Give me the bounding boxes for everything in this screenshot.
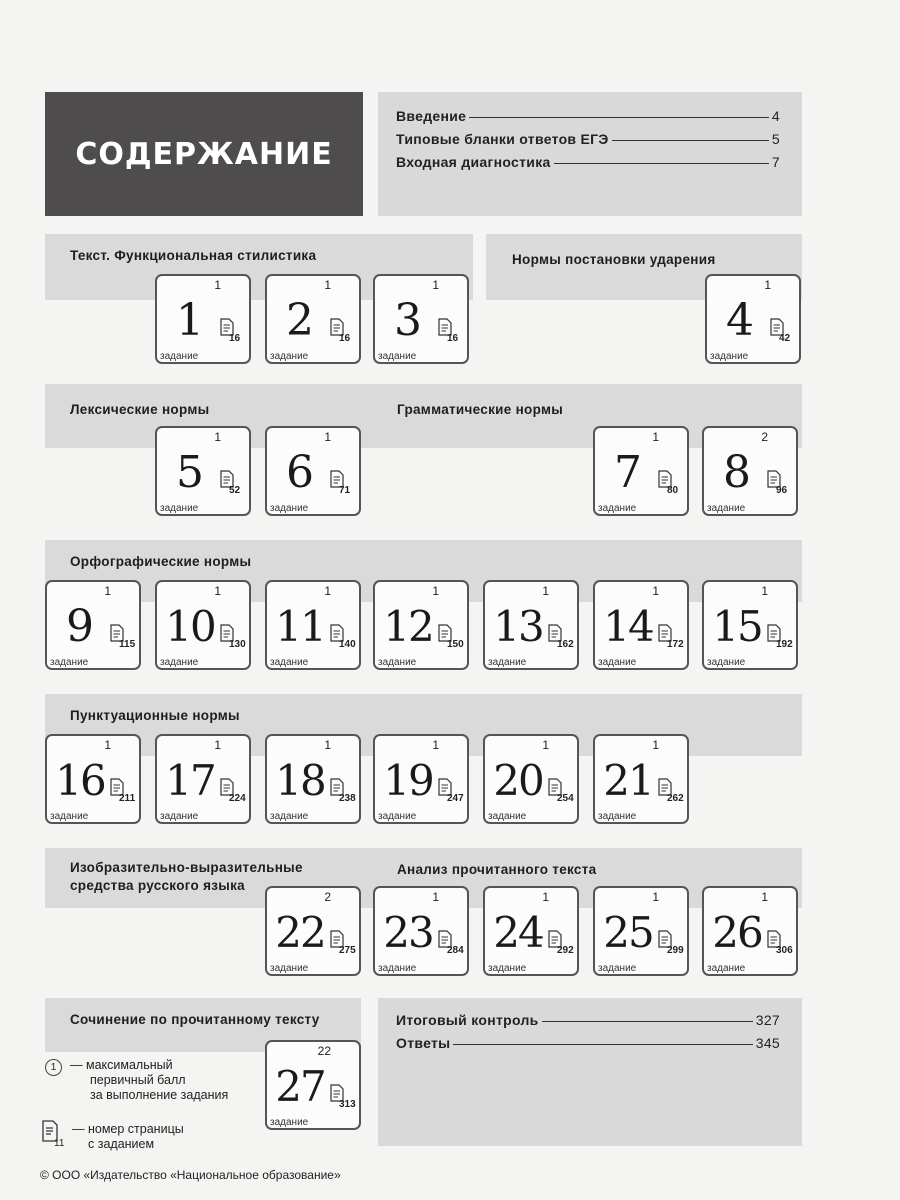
task-card-2[interactable]	[265, 274, 361, 364]
task-label: задание	[160, 503, 199, 514]
task-number: 7	[614, 447, 642, 498]
toc-label: Ответы	[396, 1035, 451, 1051]
max-points: 1	[432, 890, 439, 904]
task-card-18[interactable]	[265, 734, 361, 824]
task-label: задание	[707, 963, 746, 974]
toc-page: 7	[771, 154, 780, 170]
legend-page-text	[72, 1122, 184, 1152]
task-number: 25	[603, 908, 653, 957]
task-card-25[interactable]	[593, 886, 689, 976]
max-points: 2	[761, 430, 768, 444]
task-number: 24	[493, 908, 543, 957]
task-card-10[interactable]	[155, 580, 251, 670]
task-card-15[interactable]	[702, 580, 798, 670]
task-label: задание	[598, 811, 637, 822]
task-label: задание	[488, 963, 527, 974]
max-points: 22	[317, 1044, 331, 1058]
task-card-8[interactable]	[702, 426, 798, 516]
legend-line: — максимальный	[70, 1058, 173, 1072]
task-label: задание	[598, 657, 637, 668]
max-points: 1	[652, 430, 659, 444]
copyright-footer: © ООО «Издательство «Национальное образование»	[40, 1168, 341, 1182]
task-card-27[interactable]	[265, 1040, 361, 1130]
toc-page: 327	[755, 1012, 780, 1028]
legend-points-icon: 1	[45, 1059, 62, 1076]
max-points: 1	[324, 584, 331, 598]
legend-line: с заданием	[88, 1137, 155, 1151]
max-points: 1	[652, 584, 659, 598]
task-label: задание	[160, 351, 199, 362]
toc-leader	[542, 1021, 753, 1022]
task-number: 9	[66, 601, 94, 652]
task-label: задание	[378, 351, 417, 362]
task-number: 16	[55, 756, 105, 805]
task-card-1[interactable]	[155, 274, 251, 364]
task-page-number: 96	[776, 485, 788, 496]
max-points: 1	[214, 430, 221, 444]
legend-line: — номер страницы	[72, 1122, 184, 1136]
task-label: задание	[270, 1117, 309, 1128]
task-page-number: 192	[776, 639, 793, 650]
task-number: 1	[176, 295, 204, 346]
task-number: 5	[176, 447, 204, 498]
task-card-13[interactable]	[483, 580, 579, 670]
max-points: 1	[652, 738, 659, 752]
task-page-number: 162	[557, 639, 574, 650]
section-title-lexical: Лексические нормы	[70, 402, 210, 417]
task-page-number: 247	[447, 793, 464, 804]
task-number: 23	[383, 908, 433, 957]
task-page-number: 262	[667, 793, 684, 804]
task-card-17[interactable]	[155, 734, 251, 824]
task-label: задание	[270, 657, 309, 668]
task-number: 14	[603, 602, 653, 651]
task-page-number: 16	[229, 333, 241, 344]
max-points: 1	[432, 278, 439, 292]
contents-title-box	[45, 92, 363, 216]
max-points: 1	[652, 890, 659, 904]
task-page-number: 299	[667, 945, 684, 956]
task-label: задание	[488, 811, 527, 822]
section-title-analysis: Анализ прочитанного текста	[397, 862, 597, 877]
task-page-number: 172	[667, 639, 684, 650]
max-points: 1	[542, 890, 549, 904]
max-points: 1	[104, 738, 111, 752]
toc-label: Входная диагностика	[396, 154, 551, 170]
task-label: задание	[707, 657, 746, 668]
task-page-number: 16	[447, 333, 459, 344]
task-page-number: 313	[339, 1099, 356, 1110]
legend-line: первичный балл	[90, 1073, 186, 1087]
task-label: задание	[270, 351, 309, 362]
task-label: задание	[488, 657, 527, 668]
task-card-19[interactable]	[373, 734, 469, 824]
section-title-stress: Нормы постановки ударения	[512, 252, 716, 267]
task-label: задание	[598, 503, 637, 514]
toc-entry-final-control[interactable]	[396, 1012, 780, 1035]
task-number: 20	[493, 756, 543, 805]
toc-page: 4	[771, 108, 780, 124]
toc-label: Введение	[396, 108, 467, 124]
task-number: 15	[712, 602, 762, 651]
max-points: 1	[104, 584, 111, 598]
max-points: 1	[214, 738, 221, 752]
task-card-11[interactable]	[265, 580, 361, 670]
task-page-number: 150	[447, 639, 464, 650]
toc-entry-intro[interactable]	[396, 108, 780, 131]
task-number: 6	[286, 447, 314, 498]
toc-entry-diagnostics[interactable]	[396, 154, 780, 177]
task-number: 8	[723, 447, 751, 498]
task-page-number: 115	[119, 639, 136, 650]
task-card-5[interactable]	[155, 426, 251, 516]
max-points: 1	[324, 430, 331, 444]
section-title-punctuation: Пунктуационные нормы	[70, 708, 240, 723]
task-label: задание	[50, 657, 89, 668]
task-card-21[interactable]	[593, 734, 689, 824]
task-page-number: 80	[667, 485, 679, 496]
task-page-number: 140	[339, 639, 356, 650]
task-page-number: 52	[229, 485, 241, 496]
max-points: 1	[542, 738, 549, 752]
max-points: 1	[214, 584, 221, 598]
task-number: 17	[165, 756, 215, 805]
toc-label: Типовые бланки ответов ЕГЭ	[396, 131, 609, 147]
task-page-number: 224	[229, 793, 246, 804]
task-number: 26	[712, 908, 762, 957]
toc-leader	[612, 140, 769, 141]
task-label: задание	[270, 503, 309, 514]
task-label: задание	[270, 963, 309, 974]
max-points: 1	[432, 738, 439, 752]
section-title-expressive-2: средства русского языка	[70, 878, 245, 893]
section-title-spelling: Орфографические нормы	[70, 554, 252, 569]
task-card-7[interactable]	[593, 426, 689, 516]
legend-points-text	[70, 1058, 228, 1103]
task-card-20[interactable]	[483, 734, 579, 824]
task-card-4[interactable]	[705, 274, 801, 364]
task-label: задание	[50, 811, 89, 822]
toc-leader	[453, 1044, 752, 1045]
task-card-23[interactable]	[373, 886, 469, 976]
task-number: 27	[275, 1062, 325, 1111]
task-card-26[interactable]	[702, 886, 798, 976]
max-points: 1	[542, 584, 549, 598]
task-number: 18	[275, 756, 325, 805]
section-title-expressive-1: Изобразительно-выразительные	[70, 860, 303, 875]
task-label: задание	[707, 503, 746, 514]
toc-leader	[469, 117, 769, 118]
task-page-number: 275	[339, 945, 356, 956]
task-card-24[interactable]	[483, 886, 579, 976]
task-number: 22	[275, 908, 325, 957]
task-page-number: 16	[339, 333, 351, 344]
intro-toc-box	[378, 92, 802, 216]
task-label: задание	[378, 657, 417, 668]
task-page-number: 238	[339, 793, 356, 804]
max-points: 1	[214, 278, 221, 292]
legend-line: за выполнение задания	[90, 1088, 229, 1102]
toc-entry-answers[interactable]	[396, 1035, 780, 1058]
task-page-number: 306	[776, 945, 793, 956]
task-label: задание	[710, 351, 749, 362]
legend-page-number: 11	[54, 1138, 65, 1149]
task-number: 10	[165, 602, 215, 651]
max-points: 1	[761, 890, 768, 904]
task-card-22[interactable]	[265, 886, 361, 976]
toc-page: 345	[755, 1035, 780, 1051]
task-card-9[interactable]	[45, 580, 141, 670]
task-number: 12	[383, 602, 433, 651]
toc-entry-answer-forms[interactable]	[396, 131, 780, 154]
task-number: 19	[383, 756, 433, 805]
task-number: 4	[726, 295, 754, 346]
max-points: 1	[761, 584, 768, 598]
task-card-6[interactable]	[265, 426, 361, 516]
toc-page: 5	[771, 131, 780, 147]
section-title-stylistics: Текст. Функциональная стилистика	[70, 248, 317, 263]
task-card-14[interactable]	[593, 580, 689, 670]
task-number: 11	[275, 602, 325, 651]
task-page-number: 284	[447, 945, 464, 956]
task-card-3[interactable]	[373, 274, 469, 364]
task-label: задание	[160, 811, 199, 822]
task-page-number: 42	[779, 333, 791, 344]
task-page-number: 71	[339, 485, 351, 496]
task-label: задание	[378, 811, 417, 822]
task-number: 3	[394, 295, 422, 346]
task-number: 21	[603, 756, 653, 805]
max-points: 1	[324, 738, 331, 752]
task-number: 2	[286, 295, 314, 346]
max-points: 1	[764, 278, 771, 292]
section-title-grammar: Грамматические нормы	[397, 402, 564, 417]
task-label: задание	[378, 963, 417, 974]
task-card-12[interactable]	[373, 580, 469, 670]
toc-label: Итоговый контроль	[396, 1012, 539, 1028]
task-number: 13	[493, 602, 543, 651]
max-points: 1	[432, 584, 439, 598]
max-points: 2	[324, 890, 331, 904]
toc-leader	[554, 163, 769, 164]
page-title: СОДЕРЖАНИЕ	[75, 136, 333, 172]
task-page-number: 130	[229, 639, 246, 650]
task-page-number: 211	[119, 793, 136, 804]
section-title-essay: Сочинение по прочитанному тексту	[70, 1012, 320, 1027]
task-page-number: 292	[557, 945, 574, 956]
task-label: задание	[160, 657, 199, 668]
task-label: задание	[598, 963, 637, 974]
final-toc-box	[378, 998, 802, 1146]
max-points: 1	[324, 278, 331, 292]
task-card-16[interactable]	[45, 734, 141, 824]
task-label: задание	[270, 811, 309, 822]
task-page-number: 254	[557, 793, 574, 804]
